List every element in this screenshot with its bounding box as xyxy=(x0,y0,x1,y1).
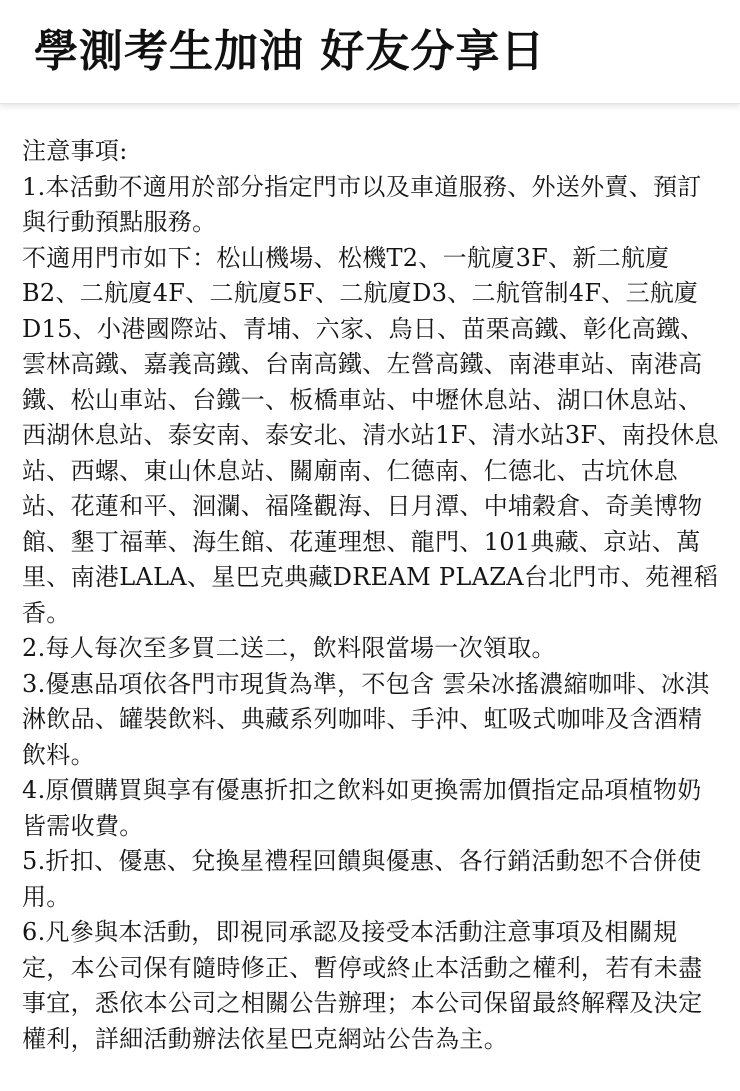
notice-item: 5.折扣、優惠、兌換星禮程回饋與優惠、各行銷活動恕不合併使用。 xyxy=(22,847,702,911)
notice-heading: 注意事項: xyxy=(22,137,128,165)
notice-section xyxy=(22,134,722,1057)
notice-excluded-stores: 不適用門市如下：松山機場、松機T2、一航廈3F、新二航廈B2、二航廈4F、二航廈5F、二航廈D3、二航管制4F、三航廈D15、小港國際站、青埔、六家、烏日、苗栗高鐵、彰化高鐵、雲林高鐵、嘉義高鐵、台南高鐵、左營高鐵、南港車站、南港高鐵、松山車站、台鐵一、板橋車站、中壢休息站、湖口休息站、西湖休息站、泰安南、泰安北、清水站1F、清水站3F、南投休息站、西螺、東山休息站、關廟南、仁德南、仁德北、古坑休息站、花蓮和平、洄瀾、福隆觀海、日月潭、中埔穀倉、奇美博物館、墾丁福華、海生館、花蓮理想、龍門、101典藏、京站、萬里、南港LALA、星巴克典藏DREAM PLAZA台北門市、苑裡稻香。 xyxy=(22,243,719,627)
notice-item: 2.每人每次至多買二送二，飲料限當場一次領取。 xyxy=(22,634,556,662)
notice-item: 6.凡參與本活動，即視同承認及接受本活動注意事項及相關規定，本公司保有隨時修正、暫停或終止本活動之權利，若有未盡事宜，悉依本公司之相關公告辦理；本公司保留最終解釋及決定權利，詳細活動辦法依星巴克網站公告為主。 xyxy=(22,918,703,1053)
page-header xyxy=(0,0,740,104)
notice-item: 3.優惠品項依各門市現貨為準，不包含 雲朵冰搖濃縮咖啡、冰淇淋飲品、罐裝飲料、典藏系列咖啡、手沖、虹吸式咖啡及含酒精飲料。 xyxy=(22,669,710,769)
notice-item: 4.原價購買與享有優惠折扣之飲料如更換需加價指定品項植物奶皆需收費。 xyxy=(22,776,702,840)
page-title: 學測考生加油 好友分享日 xyxy=(34,26,546,77)
notice-item: 1.本活動不適用於部分指定門市以及車道服務、外送外賣、預訂與行動預點服務。 xyxy=(22,172,702,236)
